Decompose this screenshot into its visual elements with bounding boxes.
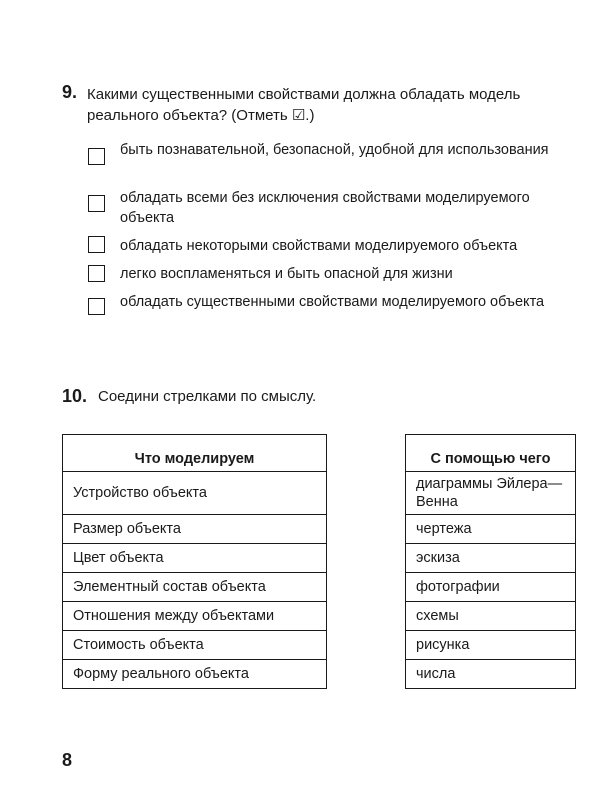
right-table-header: С помощью чего [406,435,576,472]
right-row-3[interactable]: эскиза [406,544,576,573]
right-row-4[interactable]: фотографии [406,573,576,602]
left-table [62,434,327,689]
left-table-header: Что моделируем [63,435,327,472]
right-table [405,434,576,689]
left-row-6[interactable]: Стоимость объекта [63,631,327,660]
option-text: легко воспламеняться и быть опасной для жизни [120,266,453,282]
right-row-6[interactable]: рисунка [406,631,576,660]
question-10-text: Соедини стрелками по смыслу. [98,388,317,405]
left-row-1[interactable]: Устройство объекта [63,472,327,515]
left-row-2[interactable]: Размер объекта [63,515,327,544]
left-row-3[interactable]: Цвет объекта [63,544,327,573]
option-text: обладать всеми без исключения свойствами моделируемого объекта [120,190,530,226]
page-number: 8 [62,750,73,770]
option-text: обладать некоторыми свойствами моделируемого объекта [120,238,518,254]
left-row-5[interactable]: Отношения между объектами [63,602,327,631]
checkbox[interactable] [88,298,105,315]
question-text: Какими существенными свойствами должна обладать модель реального объекта? (Отметь ☑.) [87,86,521,124]
question-number: 9. [62,82,78,102]
checkbox[interactable] [88,195,105,212]
right-row-1[interactable]: диаграммы Эйлера—Венна [406,472,576,515]
left-row-7[interactable]: Форму реального объекта [63,660,327,689]
checkbox[interactable] [88,236,105,253]
right-row-5[interactable]: схемы [406,602,576,631]
question-10-number: 10. [62,386,88,406]
option-text: быть познавательной, безопасной, удобной для использования [120,142,549,158]
left-row-4[interactable]: Элементный состав объекта [63,573,327,602]
checkbox[interactable] [88,265,105,282]
checkbox[interactable] [88,148,105,165]
right-row-7[interactable]: числа [406,660,576,689]
option-text: обладать существенными свойствами моделируемого объекта [120,294,545,310]
right-row-2[interactable]: чертежа [406,515,576,544]
